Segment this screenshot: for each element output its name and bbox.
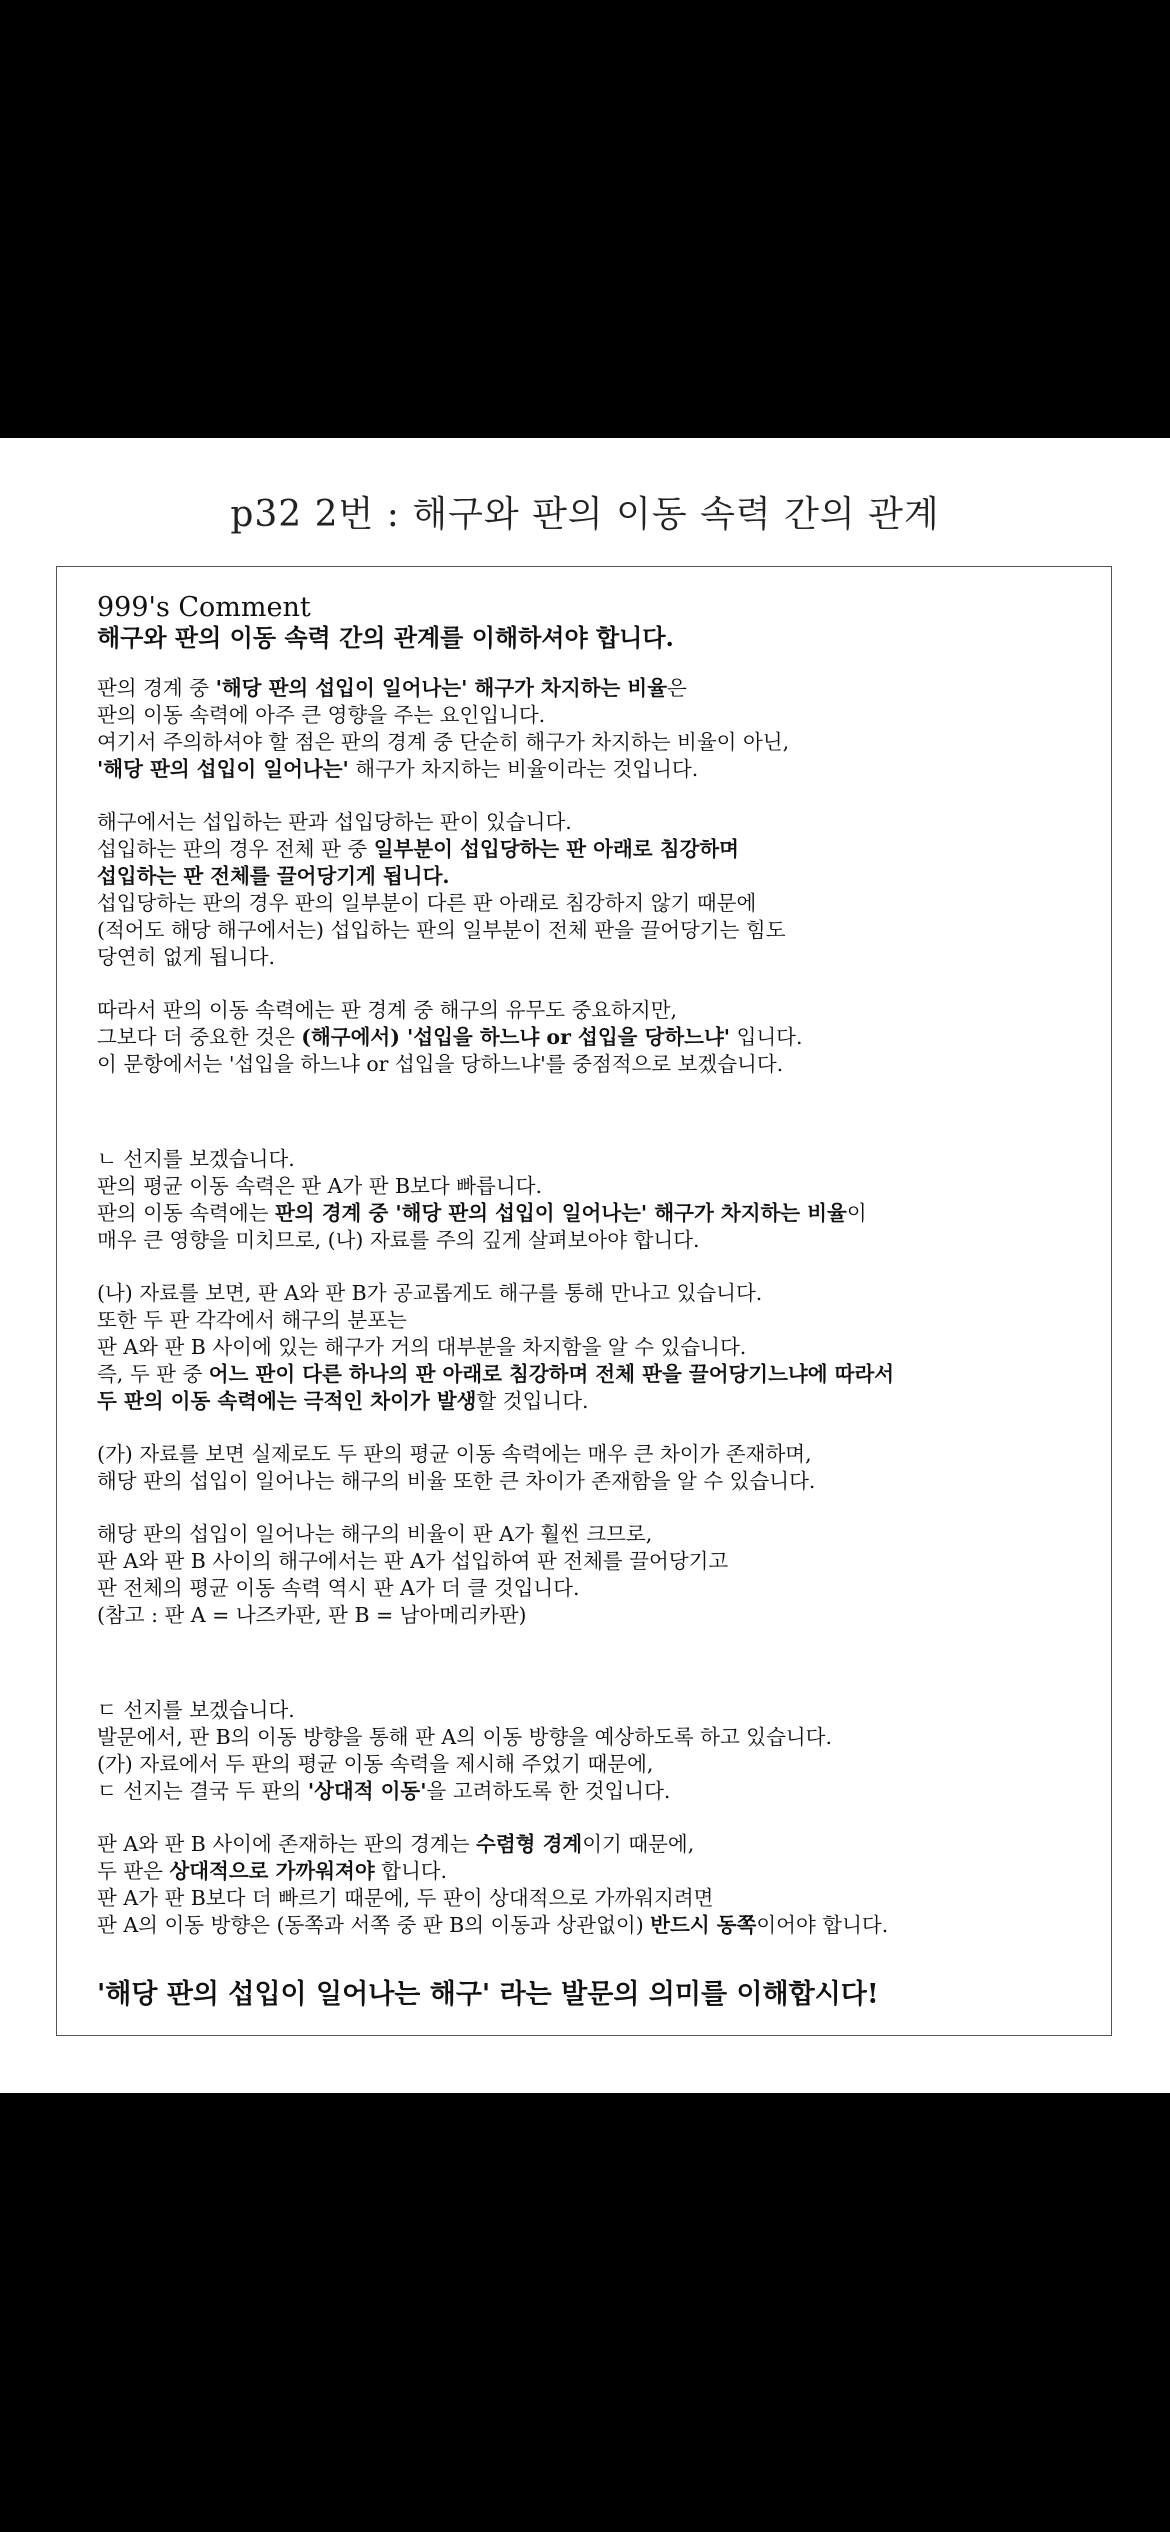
text-run: 또한 두 판 각각에서 해구의 분포는 bbox=[97, 1308, 407, 1332]
text-run: (나) 자료를 보면, 판 A와 판 B가 공교롭게도 해구를 통해 만나고 있습니다. bbox=[97, 1281, 763, 1305]
text-run: 섭입하는 판의 경우 전체 판 중 bbox=[97, 837, 374, 861]
text-line bbox=[97, 1831, 1097, 1858]
text-line bbox=[97, 997, 1097, 1024]
text-run: ㄴ 선지를 보겠습니다. bbox=[97, 1147, 295, 1171]
text-run: 판 A와 판 B 사이에 존재하는 판의 경계는 bbox=[97, 1832, 477, 1856]
text-run: 판 A와 판 B 사이의 해구에서는 판 A가 섭입하여 판 전체를 끌어당기고 bbox=[97, 1549, 729, 1573]
text-line bbox=[97, 1146, 1097, 1173]
text-run: 할 것입니다. bbox=[476, 1389, 589, 1413]
text-run: 이어야 합니다. bbox=[756, 1913, 889, 1937]
comment-subheading: 해구와 판의 이동 속력 간의 관계를 이해하셔야 합니다. bbox=[97, 623, 674, 652]
text-line bbox=[97, 836, 1097, 863]
paragraph-3 bbox=[97, 997, 1097, 1078]
paragraph-8 bbox=[97, 1697, 1097, 1805]
text-line bbox=[97, 1173, 1097, 1200]
text-run: 즉, 두 판 중 bbox=[97, 1362, 209, 1386]
text-run: 판 전체의 평균 이동 속력 역시 판 A가 더 클 것입니다. bbox=[97, 1576, 580, 1600]
text-run: 입니다. bbox=[730, 1025, 803, 1049]
text-run: 이 bbox=[846, 1201, 867, 1225]
page-title: p32 2번 : 해구와 판의 이동 속력 간의 관계 bbox=[230, 494, 940, 535]
text-line bbox=[97, 1468, 1097, 1495]
text-line bbox=[97, 863, 1097, 890]
text-run: 합니다. bbox=[374, 1859, 448, 1883]
bold-text-run: (해구에서) '섭입을 하느냐 or 섭입을 당하느냐' bbox=[301, 1025, 731, 1049]
text-line bbox=[97, 729, 1097, 756]
text-line bbox=[97, 1858, 1097, 1885]
text-run: 해당 판의 섭입이 일어나는 해구의 비율이 판 A가 훨씬 크므로, bbox=[97, 1522, 653, 1546]
text-run: 판의 이동 속력에는 bbox=[97, 1201, 275, 1225]
text-run: 판의 경계 중 bbox=[97, 676, 216, 700]
text-line bbox=[97, 1361, 1097, 1388]
paragraph-5 bbox=[97, 1280, 1097, 1415]
text-line bbox=[97, 1307, 1097, 1334]
text-run: 을 고려하도록 한 것입니다. bbox=[426, 1779, 671, 1803]
bold-text-run: 섭입하는 판 전체를 끌어당기게 됩니다. bbox=[97, 864, 450, 888]
text-line bbox=[97, 1200, 1097, 1227]
text-line bbox=[97, 917, 1097, 944]
bold-text-run: '해당 판의 섭입이 일어나는' bbox=[97, 757, 349, 781]
text-run: 판의 이동 속력에 아주 큰 영향을 주는 요인입니다. bbox=[97, 703, 546, 727]
text-run: 그보다 더 중요한 것은 bbox=[97, 1025, 302, 1049]
text-run: 판 A와 판 B 사이에 있는 해구가 거의 대부분을 차지함을 알 수 있습니다. bbox=[97, 1335, 747, 1359]
text-run: 매우 큰 영향을 미치므로, (나) 자료를 주의 깊게 살펴보아야 합니다. bbox=[97, 1228, 700, 1252]
text-line bbox=[97, 1334, 1097, 1361]
bold-text-run: 반드시 동쪽 bbox=[650, 1913, 757, 1937]
text-run: (가) 자료에서 두 판의 평균 이동 속력을 제시해 주었기 때문에, bbox=[97, 1752, 654, 1776]
text-run: 해구에서는 섭입하는 판과 섭입당하는 판이 있습니다. bbox=[97, 810, 572, 834]
text-line bbox=[97, 809, 1097, 836]
text-line bbox=[97, 1051, 1097, 1078]
text-run: 이기 때문에, bbox=[582, 1832, 695, 1856]
section-gap bbox=[97, 1104, 1097, 1146]
text-line bbox=[97, 1388, 1097, 1415]
text-line bbox=[97, 1548, 1097, 1575]
text-line bbox=[97, 1778, 1097, 1805]
text-run: 판 A가 판 B보다 더 빠르기 때문에, 두 판이 상대적으로 가까워지려면 bbox=[97, 1886, 714, 1910]
text-run: 이 문항에서는 '섭입을 하느냐 or 섭입을 당하느냐'를 중점적으로 보겠습니다. bbox=[97, 1052, 784, 1076]
text-run: (참고 : 판 A = 나즈카판, 판 B = 남아메리카판) bbox=[97, 1603, 527, 1627]
bold-text-run: 두 판의 이동 속력에는 극적인 차이가 발생 bbox=[97, 1389, 477, 1413]
section-gap bbox=[97, 1655, 1097, 1697]
comment-box bbox=[56, 566, 1112, 2036]
paragraph-9 bbox=[97, 1831, 1097, 1939]
text-line bbox=[97, 1521, 1097, 1548]
text-line bbox=[97, 1602, 1097, 1629]
comment-content bbox=[97, 593, 1097, 2011]
text-run: (가) 자료를 보면 실제로도 두 판의 평균 이동 속력에는 매우 큰 차이가 존재하며, bbox=[97, 1442, 812, 1466]
text-run: 해당 판의 섭입이 일어나는 해구의 비율 또한 큰 차이가 존재함을 알 수 있습니다. bbox=[97, 1469, 816, 1493]
bold-text-run: 일부분이 섭입당하는 판 아래로 침강하며 bbox=[373, 837, 739, 861]
text-line bbox=[97, 702, 1097, 729]
text-line bbox=[97, 1751, 1097, 1778]
text-line bbox=[97, 1724, 1097, 1751]
text-run: 판의 평균 이동 속력은 판 A가 판 B보다 빠릅니다. bbox=[97, 1174, 542, 1198]
text-line bbox=[97, 756, 1097, 783]
paragraph-7 bbox=[97, 1521, 1097, 1629]
text-run: 해구가 차지하는 비율이라는 것입니다. bbox=[348, 757, 699, 781]
text-line bbox=[97, 1885, 1097, 1912]
bold-text-run: '해당 판의 섭입이 일어나는' 해구가 차지하는 비율 bbox=[215, 676, 668, 700]
text-run: (적어도 해당 해구에서는) 섭입하는 판의 일부분이 전체 판을 끌어당기는 힘도 bbox=[97, 918, 786, 942]
text-run: 발문에서, 판 B의 이동 방향을 통해 판 A의 이동 방향을 예상하도록 하고 있습니다. bbox=[97, 1725, 832, 1749]
text-run: 당연히 없게 됩니다. bbox=[97, 945, 275, 969]
text-line bbox=[97, 675, 1097, 702]
text-run: 두 판은 bbox=[97, 1859, 170, 1883]
text-line bbox=[97, 1697, 1097, 1724]
text-line bbox=[97, 1227, 1097, 1254]
closing-statement: '해당 판의 섭입이 일어나는 해구' 라는 발문의 의미를 이해합시다! bbox=[97, 1979, 879, 2010]
text-line bbox=[97, 1024, 1097, 1051]
text-line bbox=[97, 1912, 1097, 1939]
text-line bbox=[97, 1441, 1097, 1468]
document-page bbox=[0, 438, 1170, 2093]
paragraph-6 bbox=[97, 1441, 1097, 1495]
text-run: 은 bbox=[667, 676, 687, 700]
text-line bbox=[97, 1575, 1097, 1602]
bold-text-run: 어느 판이 다른 하나의 판 아래로 침강하며 전체 판을 끌어당기느냐에 따라서 bbox=[208, 1362, 895, 1386]
text-run: 따라서 판의 이동 속력에는 판 경계 중 해구의 유무도 중요하지만, bbox=[97, 998, 678, 1022]
text-line bbox=[97, 890, 1097, 917]
text-run: ㄷ 선지는 결국 두 판의 bbox=[97, 1779, 308, 1803]
bold-text-run: 판의 경계 중 '해당 판의 섭입이 일어나는' 해구가 차지하는 비율 bbox=[274, 1201, 847, 1225]
paragraph-2 bbox=[97, 809, 1097, 971]
paragraph-4 bbox=[97, 1146, 1097, 1254]
text-run: 판 A의 이동 방향은 (동쪽과 서쪽 중 판 B의 이동과 상관없이) bbox=[97, 1913, 651, 1937]
text-run: 섭입당하는 판의 경우 판의 일부분이 다른 판 아래로 침강하지 않기 때문에 bbox=[97, 891, 757, 915]
bold-text-run: 수렴형 경계 bbox=[476, 1832, 583, 1856]
text-run: ㄷ 선지를 보겠습니다. bbox=[97, 1698, 295, 1722]
text-run: 여기서 주의하셔야 할 점은 판의 경계 중 단순히 해구가 차지하는 비율이 아닌, bbox=[97, 730, 790, 754]
bold-text-run: 상대적으로 가까워져야 bbox=[169, 1859, 375, 1883]
bold-text-run: '상대적 이동' bbox=[307, 1779, 427, 1803]
paragraph-1 bbox=[97, 675, 1097, 783]
text-line bbox=[97, 944, 1097, 971]
comment-label: 999's Comment bbox=[97, 592, 311, 623]
text-line bbox=[97, 1280, 1097, 1307]
